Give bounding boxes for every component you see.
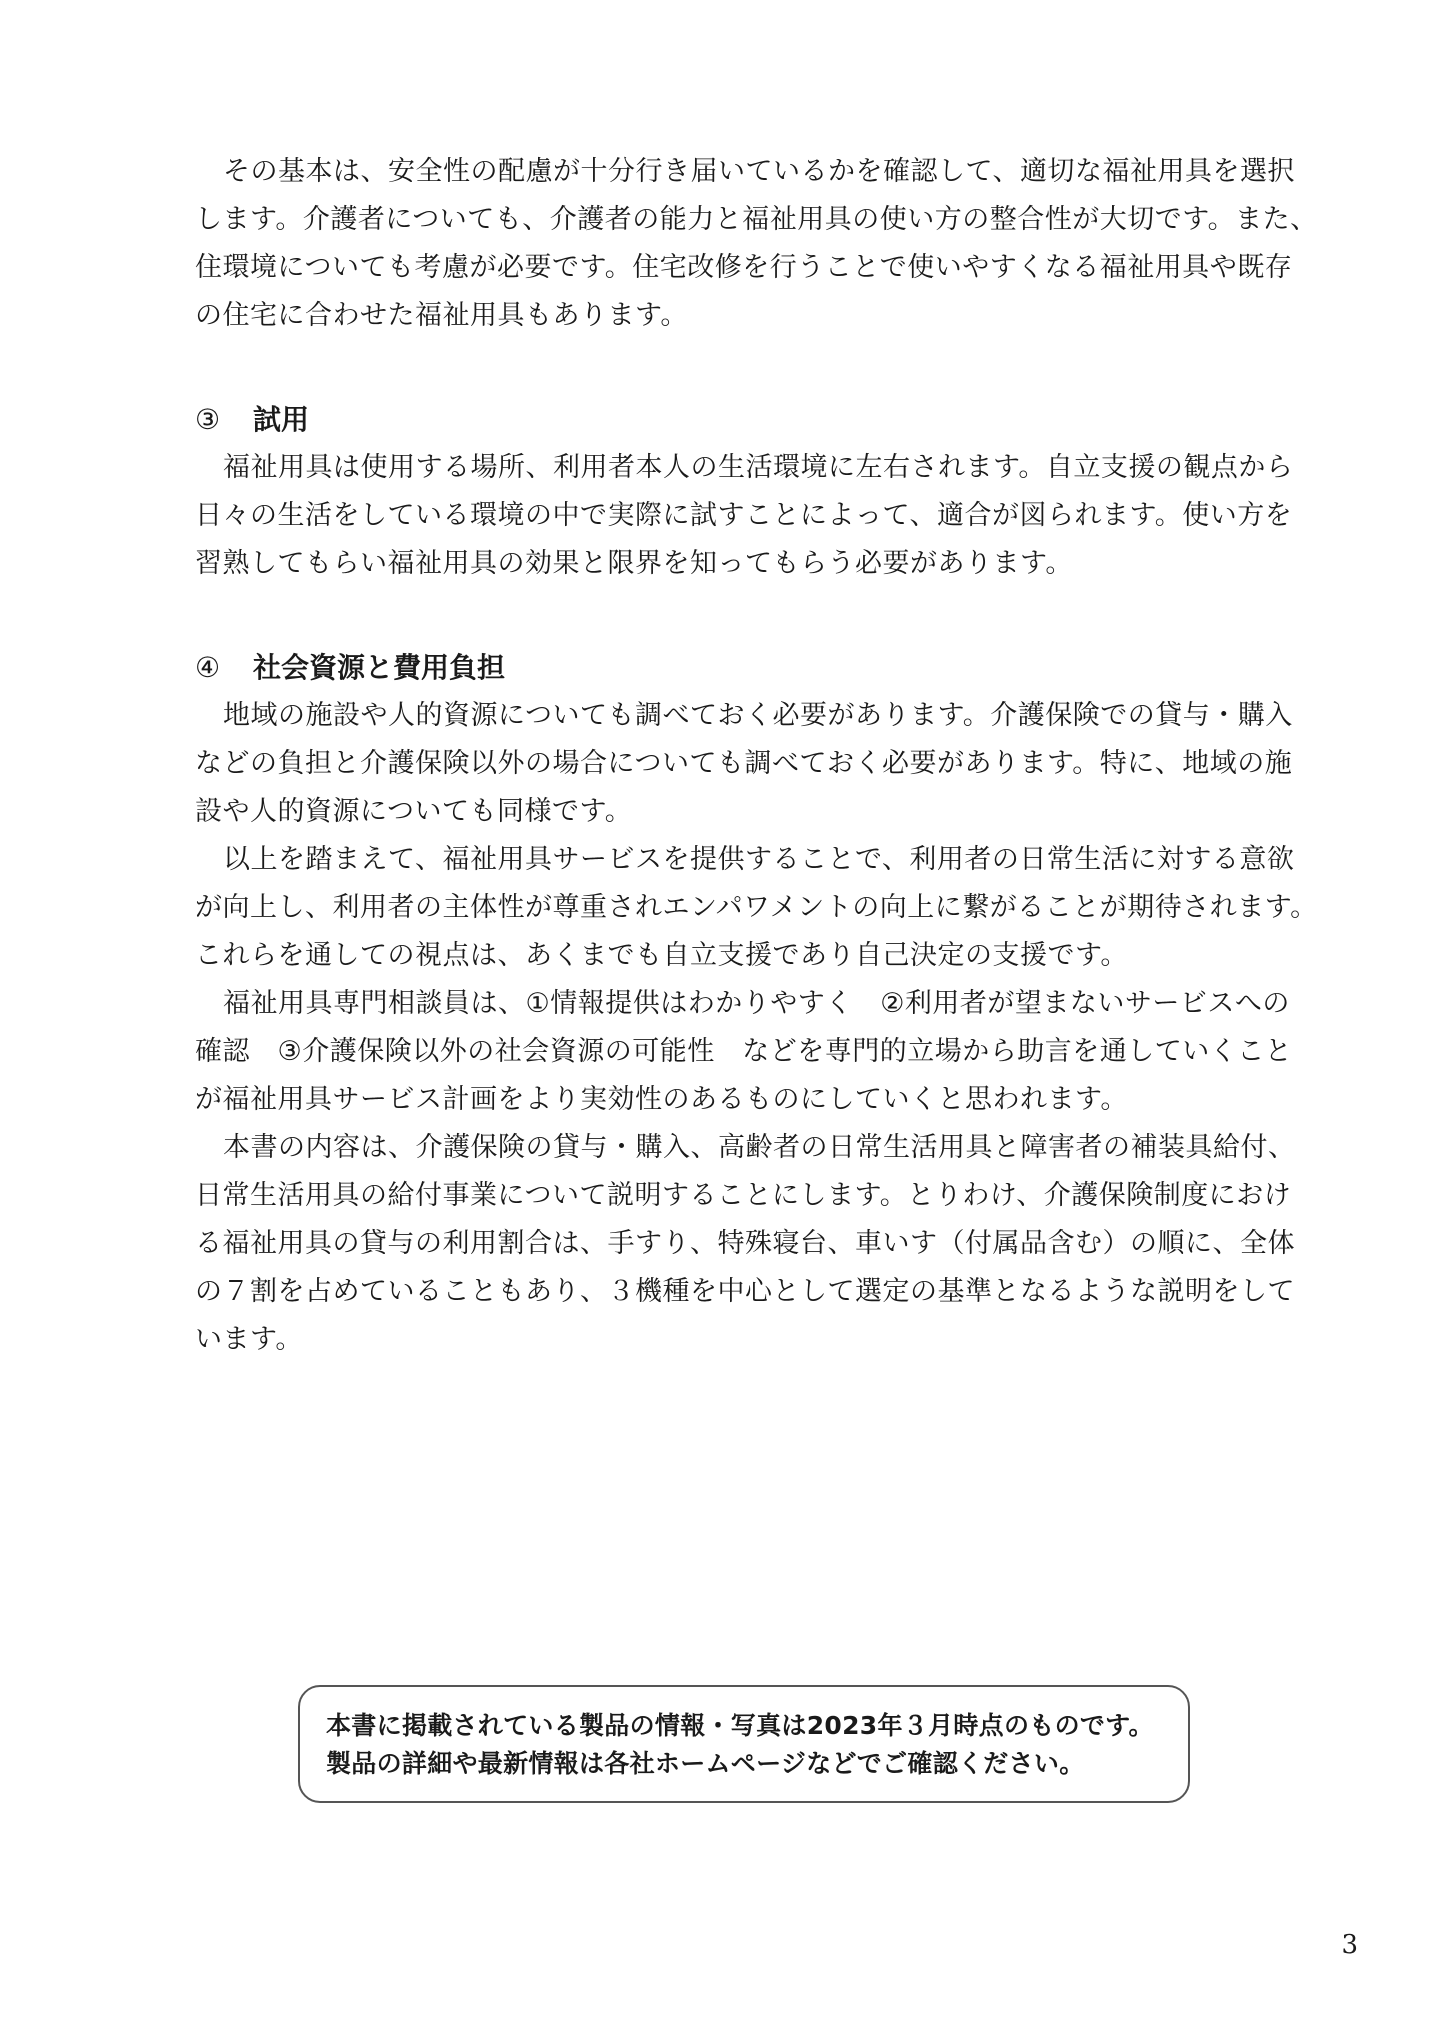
intro-paragraph: その基本は、安全性の配慮が十分行き届いているかを確認して、適切な福祉用具を選択 します。介護者についても、介護者の能力と福祉用具の使い方の整合性が大切です。また、 住環境についても考慮が必要です。住宅改修を行うことで使いやすくなる福祉用具や既存 の住宅に合わせた福祉用具もあります。 bbox=[195, 156, 1318, 331]
page-number: 3 bbox=[1341, 1930, 1358, 1960]
section-heading-social-resources bbox=[195, 644, 1325, 692]
section-paragraph: 福祉用具は使用する場所、利用者本人の生活環境に左右されます。自立支援の観点から 日々の生活をしている環境の中で実際に試すことによって、適合が図られます。使い方を 習熟してもらい福祉用具の効果と限界を知ってもらう必要があります。 bbox=[195, 452, 1294, 579]
section-number: ③ bbox=[195, 403, 221, 436]
section-paragraph: 福祉用具専門相談員は、①情報提供はわかりやすく ②利用者が望まないサービスへの 確認 ③介護保険以外の社会資源の可能性 などを専門的立場から助言を通していくこと が福祉用具サービス計画をより実効性のあるものにしていくと思われます。 bbox=[195, 988, 1293, 1115]
page-body bbox=[195, 148, 1325, 1364]
notice-box bbox=[298, 1685, 1190, 1803]
section-heading-trial bbox=[195, 396, 1325, 444]
section-title: 試用 bbox=[253, 403, 310, 436]
section-trial bbox=[195, 396, 1325, 588]
section-paragraph: 以上を踏まえて、福祉用具サービスを提供することで、利用者の日常生活に対する意欲 が向上し、利用者の主体性が尊重されエンパワメントの向上に繋がることが期待されます。 これらを通しての視点は、あくまでも自立支援であり自己決定の支援です。 bbox=[195, 844, 1318, 971]
notice-line: 本書に掲載されている製品の情報・写真は2023年３月時点のものです。 bbox=[326, 1711, 1154, 1740]
section-number: ④ bbox=[195, 651, 221, 684]
notice-line: 製品の詳細や最新情報は各社ホームページなどでご確認ください。 bbox=[326, 1749, 1085, 1778]
section-paragraph: 本書の内容は、介護保険の貸与・購入、高齢者の日常生活用具と障害者の補装具給付、 日常生活用具の給付事業について説明することにします。とりわけ、介護保険制度におけ る福祉用具の貸与の利用割合は、手すり、特殊寝台、車いす（付属品含む）の順に、全体 の７割を占めていることもあり、３機種を中心として選定の基準となるような説明をして います。 bbox=[195, 1132, 1296, 1355]
section-title: 社会資源と費用負担 bbox=[253, 651, 506, 684]
section-social-resources bbox=[195, 644, 1325, 1364]
section-paragraph: 地域の施設や人的資源についても調べておく必要があります。介護保険での貸与・購入 などの負担と介護保険以外の場合についても調べておく必要があります。特に、地域の施 設や人的資源についても同様です。 bbox=[195, 700, 1293, 827]
